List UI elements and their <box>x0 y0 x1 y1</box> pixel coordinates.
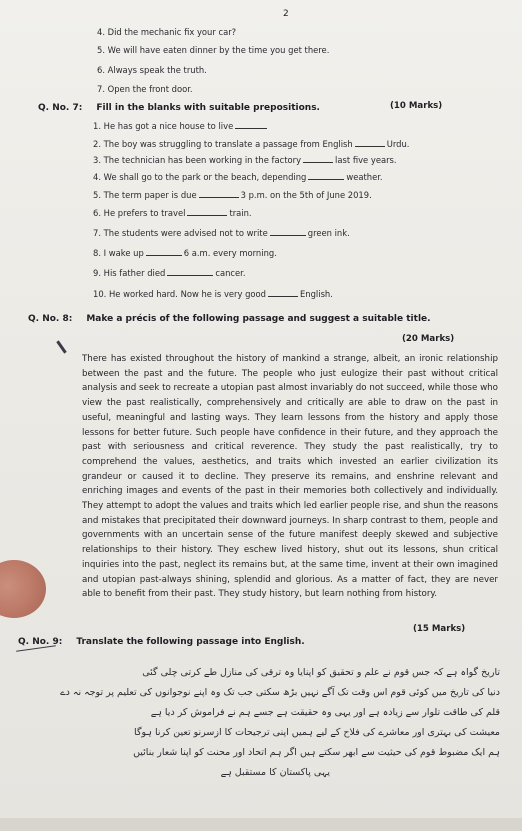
urdu-line: تاریخ گواہ ہے کہ جس قوم نے علم و تحقیق کو اپنایا وہ ترقی کی منازل طے کرتی چلی گئی <box>142 667 500 678</box>
q7-item: 3. The technician has been working in the factory last five years. <box>93 155 397 165</box>
q8-passage: There has existed throughout the history of mankind a strange, albeit, an ironic relationship between the past and the future. The people who just eulogize their past without critical analysis and seek to recreate a utopian past almost invariably do not succeed, while those who view the past realistically, comprehensively and critically are able to draw on the past in useful, meaningful and lasting ways. They learn lessons from the history and apply those lessons for better future. Such people have confidence in their future, and they approach the past with seriousness and critical reverence. They study the past realistically, try to comprehend the values, aesthetics, and traits which invested an earlier civilization its grandeur or caused it to decline. They preserve its remains, and enshrine relevant and enriching images and events of the past in their memories both collectively and individually. They attempt to adopt the values and traits which led earlier people rise, and shun the reasons and mistakes that precipitated their downward journeys. In sharp contrast to them, people and governments with an uncertain sense of the future manifest deeply skewed and subjective relationships to their history. They eschew lived history, shut out its lessons, shun critical inquiries into the past, neglect its remains but, at the same time, invent at their own imagined and utopian past-always shining, splendid and glorious. As a matter of fact, they are never able to benefit from their past. They study history, but learn nothing from history. <box>82 354 498 600</box>
q7-marks: (10 Marks) <box>390 101 443 111</box>
q7-heading <box>38 103 320 113</box>
q8-title: Make a précis of the following passage and suggest a suitable title. <box>86 314 431 324</box>
q7-title: Fill in the blanks with suitable prepositions. <box>96 103 320 113</box>
q7-item: 4. We shall go to the park or the beach, depending weather. <box>93 172 383 182</box>
q7-label: Q. No. 7: <box>38 103 83 113</box>
q9-urdu-passage <box>22 663 500 783</box>
q8-marks: (20 Marks) <box>402 334 455 344</box>
urdu-line: یہی پاکستان کا مستقبل ہے <box>220 767 330 778</box>
q6-item: 7. Open the front door. <box>97 84 193 94</box>
urdu-line: دنیا کی تاریخ میں کوئی قوم اس وقت تک آگے نہیں بڑھ سکتی جب تک وہ اپنے نوجوانوں کی تعلیم پر توجہ نہ دے <box>60 687 500 698</box>
urdu-line: قلم کی طاقت تلوار سے زیادہ ہے اور یہی وہ حقیقت ہے جسے ہم نے فراموش کر دیا ہے <box>150 707 500 718</box>
q7-item: 8. I wake up 6 a.m. every morning. <box>93 248 277 258</box>
q7-item: 6. He prefers to travel train. <box>93 208 252 218</box>
q7-item: 7. The students were advised not to write green ink. <box>93 228 350 238</box>
page-number: 2 <box>283 9 289 19</box>
q6-item: 6. Always speak the truth. <box>97 65 207 75</box>
finger-photo-artifact <box>0 560 46 618</box>
q7-item: 2. The boy was struggling to translate a passage from English Urdu. <box>93 139 410 149</box>
q7-item: 5. The term paper is due 3 p.m. on the 5th of June 2019. <box>93 190 372 200</box>
q8-heading <box>28 314 431 324</box>
pen-mark <box>56 340 66 353</box>
q9-marks: (15 Marks) <box>413 624 466 634</box>
q9-label: Q. No. 9: <box>18 637 63 647</box>
q9-heading <box>18 637 305 647</box>
q9-title: Translate the following passage into English. <box>76 637 305 647</box>
q8-label: Q. No. 8: <box>28 314 73 324</box>
q7-item: 1. He has got a nice house to live <box>93 121 269 131</box>
urdu-line: ہم ایک مضبوط قوم کی حیثیت سے ابھر سکتے ہیں اگر ہم اتحاد اور محنت کو اپنا شعار بنائیں <box>133 747 500 758</box>
q7-item: 9. His father died cancer. <box>93 268 246 278</box>
q6-item: 4. Did the mechanic fix your car? <box>97 27 237 37</box>
q6-item: 5. We will have eaten dinner by the time you get there. <box>97 45 330 55</box>
page-bottom-edge <box>0 818 522 831</box>
q7-item: 10. He worked hard. Now he is very good English. <box>93 289 333 299</box>
urdu-line: معیشت کی بہتری اور معاشرے کی فلاح کے لیے ہمیں اپنی ترجیحات کا ازسرنو تعین کرنا ہوگا <box>134 727 500 738</box>
